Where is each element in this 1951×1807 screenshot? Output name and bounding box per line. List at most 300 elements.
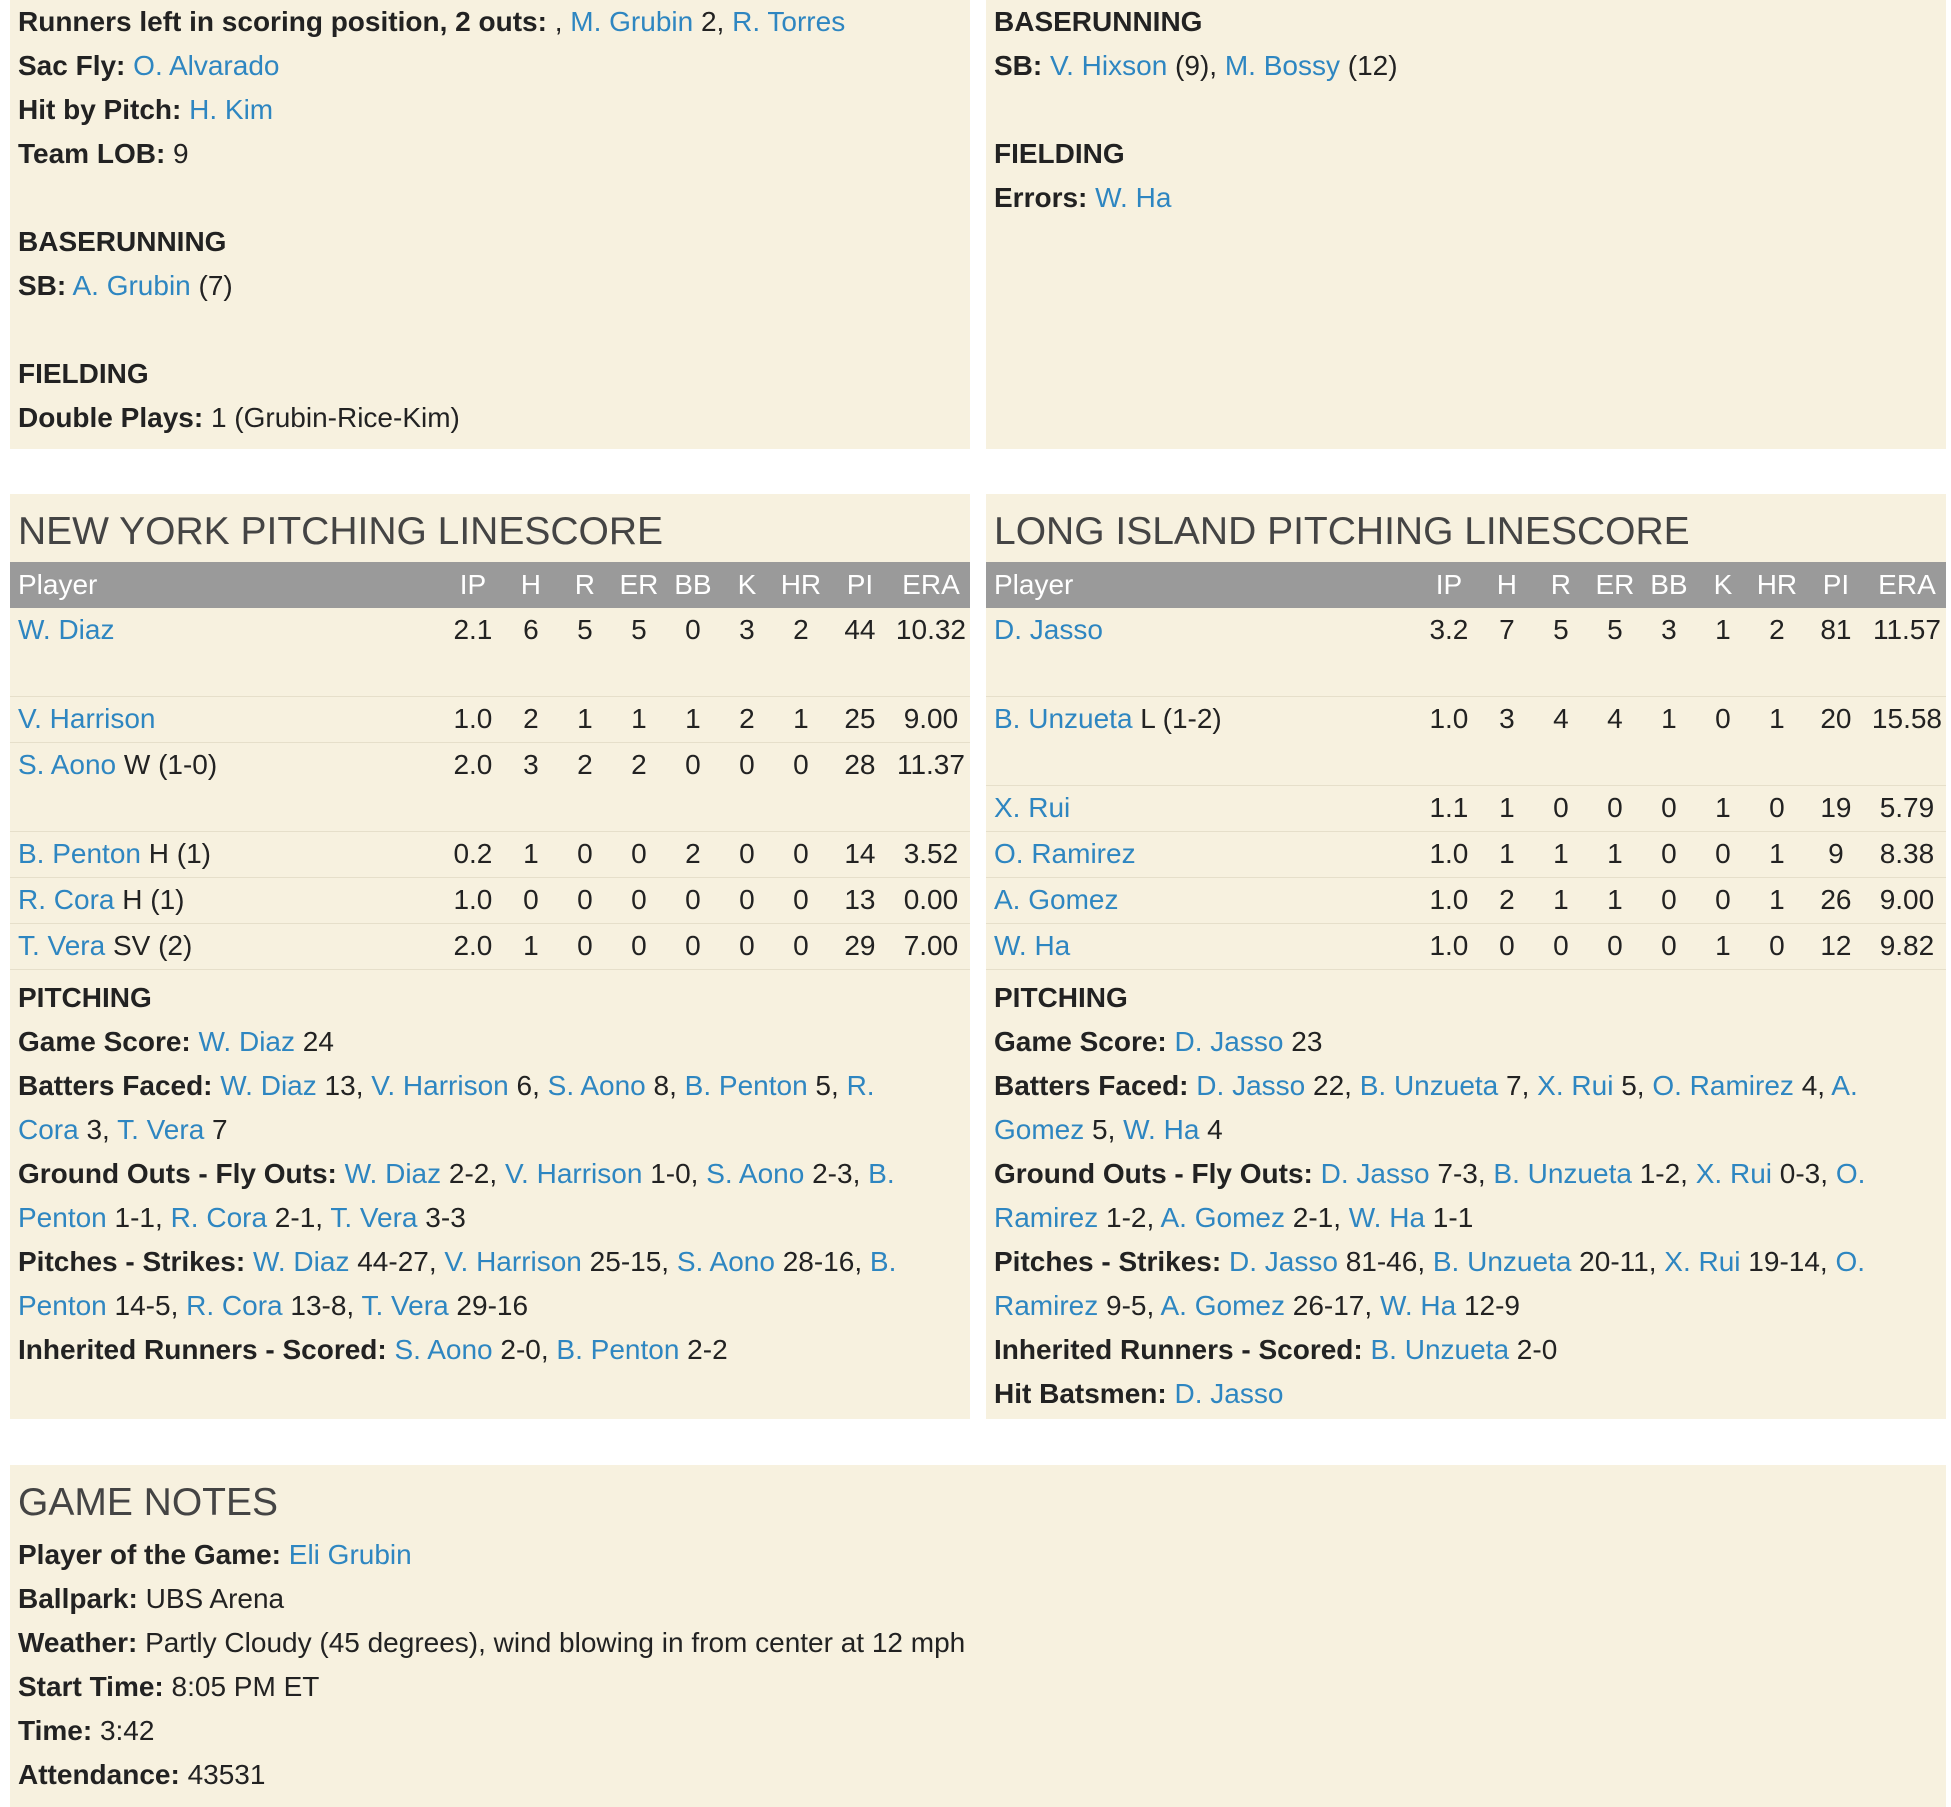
stat-value	[191, 1026, 199, 1057]
li-pitching-table	[986, 562, 1946, 970]
stat-cell-era: 11.37	[892, 743, 970, 832]
new-york-game-details-panel	[10, 0, 970, 449]
player-link[interactable]: R. Cora	[186, 1290, 283, 1321]
stat-value: 2-3,	[804, 1158, 869, 1189]
player-link[interactable]: B. Penton	[556, 1334, 680, 1365]
table-row	[986, 608, 1946, 697]
stat-label: SB:	[18, 270, 67, 301]
stat-cell-h: 2	[504, 697, 558, 743]
stat-cell-era: 3.52	[892, 832, 970, 878]
stat-label: Team LOB:	[18, 138, 166, 169]
column-header-er: ER	[612, 562, 666, 608]
column-header-bb: BB	[666, 562, 720, 608]
stat-cell-k: 3	[720, 608, 774, 697]
stat-value: 9	[165, 138, 189, 169]
stat-value: (12)	[1339, 50, 1398, 81]
stat-value: 7,	[1498, 1070, 1538, 1101]
stat-cell-era: 11.57	[1868, 608, 1946, 697]
stat-cell-bb: 0	[1642, 786, 1696, 832]
stat-cell-er: 0	[1588, 786, 1642, 832]
stat-cell-h: 1	[1480, 786, 1534, 832]
table-row	[986, 878, 1946, 924]
player-link[interactable]: R. Cora	[18, 884, 115, 915]
decision-note: H (1)	[140, 838, 211, 869]
stat-line-runners-left-in-scoring-position-2-outs	[18, 0, 962, 44]
stat-cell-er: 0	[612, 832, 666, 878]
table-row	[986, 832, 1946, 878]
table-row	[10, 697, 970, 743]
player-link[interactable]: V. Harrison	[18, 703, 156, 734]
player-cell	[10, 743, 442, 832]
stat-label: Game Score:	[994, 1026, 1167, 1057]
player-link[interactable]: R. Cora	[170, 1202, 268, 1233]
stat-cell-r: 5	[1534, 608, 1588, 697]
stat-cell-ip: 2.0	[442, 924, 504, 970]
player-link[interactable]: B. Unzueta	[1359, 1070, 1499, 1101]
stat-cell-bb: 0	[666, 924, 720, 970]
ny-pitching-title: NEW YORK PITCHING LINESCORE	[18, 510, 664, 553]
stat-cell-h: 3	[1480, 697, 1534, 786]
stat-line-weather	[18, 1621, 1938, 1665]
stat-line-hit-by-pitch	[18, 88, 962, 132]
player-link[interactable]: O. Ramirez	[994, 1246, 1866, 1321]
stat-value: 13,	[316, 1070, 372, 1101]
stat-value: 24	[295, 1026, 334, 1057]
player-cell	[986, 878, 1418, 924]
player-link[interactable]: S. Aono	[676, 1246, 775, 1277]
stat-cell-h: 0	[504, 878, 558, 924]
stat-cell-pi: 13	[828, 878, 892, 924]
player-cell	[10, 697, 442, 743]
stat-value: 4	[1199, 1114, 1223, 1145]
stat-value: 3:42	[92, 1715, 155, 1746]
player-link[interactable]: O. Ramirez	[994, 1158, 1866, 1233]
stat-line-team-lob	[18, 132, 962, 176]
column-header-h: H	[504, 562, 558, 608]
stat-value: 0-3,	[1772, 1158, 1836, 1189]
stat-label: Pitches - Strikes:	[18, 1246, 246, 1277]
player-cell	[986, 786, 1418, 832]
ny-fielding-heading: FIELDING	[18, 358, 149, 389]
stat-cell-hr: 0	[774, 924, 828, 970]
player-link[interactable]: X. Rui	[1695, 1158, 1772, 1189]
stat-value: 9-5,	[1098, 1290, 1161, 1321]
decision-note: H (1)	[114, 884, 185, 915]
stat-cell-hr: 0	[774, 743, 828, 832]
player-link[interactable]: T. Vera	[361, 1290, 449, 1321]
player-link[interactable]: A. Gomez	[1160, 1290, 1285, 1321]
stat-value: 14-5,	[106, 1290, 187, 1321]
stat-cell-hr: 0	[774, 878, 828, 924]
stat-line-ground-outs-fly-outs	[994, 1152, 1914, 1240]
stat-label: Weather:	[18, 1627, 138, 1658]
player-link[interactable]: A. Gomez	[994, 884, 1119, 915]
stat-cell-ip: 1.0	[1418, 878, 1480, 924]
stat-cell-ip: 1.0	[1418, 697, 1480, 786]
player-link[interactable]: S. Aono	[547, 1070, 646, 1101]
stat-cell-r: 1	[1534, 878, 1588, 924]
player-link[interactable]: X. Rui	[1664, 1246, 1741, 1277]
stat-line-pitches-strikes	[18, 1240, 938, 1328]
stat-cell-er: 1	[612, 697, 666, 743]
stat-cell-h: 1	[504, 924, 558, 970]
stat-value: 25-15,	[581, 1246, 677, 1277]
player-link[interactable]: D. Jasso	[1174, 1026, 1284, 1057]
stat-label: Sac Fly:	[18, 50, 126, 81]
player-link[interactable]: R. Torres	[732, 6, 846, 37]
stat-label: Attendance:	[18, 1759, 180, 1790]
stat-label: Time:	[18, 1715, 93, 1746]
stat-value: 8:05 PM ET	[163, 1671, 320, 1702]
player-link[interactable]: T. Vera	[330, 1202, 418, 1233]
stat-line-errors	[994, 176, 1938, 220]
stat-value: 2-1,	[267, 1202, 331, 1233]
player-link[interactable]: D. Jasso	[1320, 1158, 1430, 1189]
stat-label: Hit by Pitch:	[18, 94, 182, 125]
stat-value: 1-2,	[1631, 1158, 1696, 1189]
stat-cell-h: 0	[1480, 924, 1534, 970]
stat-cell-bb: 0	[666, 878, 720, 924]
player-link[interactable]: R. Cora	[18, 1070, 875, 1145]
player-link[interactable]: B. Penton	[18, 1246, 897, 1321]
stat-cell-bb: 3	[1642, 608, 1696, 697]
stat-line-inherited-runners-scored	[18, 1328, 938, 1372]
stat-value	[1042, 50, 1050, 81]
decision-note: L (1-2)	[1132, 703, 1222, 734]
ny-batting-details	[18, 0, 962, 176]
stat-cell-hr: 0	[774, 832, 828, 878]
stat-label: Batters Faced:	[994, 1070, 1189, 1101]
stat-cell-er: 5	[1588, 608, 1642, 697]
stat-value: 26-17,	[1284, 1290, 1380, 1321]
stat-value	[245, 1246, 253, 1277]
player-link[interactable]: M. Grubin	[570, 6, 694, 37]
stat-cell-r: 0	[558, 832, 612, 878]
stat-value: 7	[204, 1114, 228, 1145]
table-row	[986, 697, 1946, 786]
stat-cell-k: 0	[720, 924, 774, 970]
column-header-k: K	[1696, 562, 1750, 608]
stat-value: 20-11,	[1571, 1246, 1665, 1277]
stat-cell-era: 9.82	[1868, 924, 1946, 970]
stat-line-pitches-strikes	[994, 1240, 1914, 1328]
player-link[interactable]: A. Grubin	[72, 270, 191, 301]
stat-value: 2-0,	[492, 1334, 557, 1365]
stat-value: 5,	[1084, 1114, 1124, 1145]
long-island-game-details-panel	[986, 0, 1946, 449]
table-row	[10, 832, 970, 878]
table-row	[10, 743, 970, 832]
stat-label: Start Time:	[18, 1671, 164, 1702]
stat-cell-hr: 2	[1750, 608, 1804, 697]
player-link[interactable]: B. Penton	[18, 1158, 895, 1233]
stat-line-double-plays	[18, 396, 962, 440]
player-link[interactable]: O. Ramirez	[1652, 1070, 1794, 1101]
player-link[interactable]: D. Jasso	[1174, 1378, 1284, 1409]
player-cell	[986, 608, 1418, 697]
player-link[interactable]: T. Vera	[117, 1114, 205, 1145]
stat-line-ground-outs-fly-outs	[18, 1152, 938, 1240]
ny-pitching-table	[10, 562, 970, 970]
stat-label: Ballpark:	[18, 1583, 138, 1614]
column-header-k: K	[720, 562, 774, 608]
stat-cell-er: 4	[1588, 697, 1642, 786]
player-link[interactable]: W. Diaz	[252, 1246, 350, 1277]
player-link[interactable]: W. Diaz	[198, 1026, 295, 1057]
stat-value: 28-16,	[774, 1246, 870, 1277]
stat-cell-era: 0.00	[892, 878, 970, 924]
player-link[interactable]: B. Penton	[18, 838, 141, 869]
stat-value: 8,	[645, 1070, 685, 1101]
stat-line-attendance	[18, 1753, 1938, 1797]
column-header-pi: PI	[828, 562, 892, 608]
column-header-h: H	[1480, 562, 1534, 608]
stat-label: Batters Faced:	[18, 1070, 213, 1101]
stat-line-inherited-runners-scored	[994, 1328, 1914, 1372]
stat-cell-h: 6	[504, 608, 558, 697]
player-cell	[10, 832, 442, 878]
stat-value: 19-14,	[1740, 1246, 1836, 1277]
stat-line-time	[18, 1709, 1938, 1753]
player-link[interactable]: H. Kim	[189, 94, 274, 125]
stat-line-batters-faced	[18, 1064, 938, 1152]
stat-cell-r: 5	[558, 608, 612, 697]
stat-cell-pi: 28	[828, 743, 892, 832]
stat-cell-k: 0	[720, 743, 774, 832]
game-notes-lines	[18, 1533, 1938, 1797]
stat-cell-r: 0	[558, 924, 612, 970]
game-notes-title: GAME NOTES	[18, 1481, 279, 1524]
column-header-pi: PI	[1804, 562, 1868, 608]
stat-cell-er: 1	[1588, 878, 1642, 924]
player-link[interactable]: B. Unzueta	[1370, 1334, 1510, 1365]
stat-label: Inherited Runners - Scored:	[994, 1334, 1363, 1365]
stat-label: Player of the Game:	[18, 1539, 281, 1570]
player-link[interactable]: D. Jasso	[994, 614, 1103, 645]
decision-note: SV (2)	[105, 930, 193, 961]
stat-cell-k: 1	[1696, 786, 1750, 832]
ny-pitching-details	[18, 1020, 962, 1372]
stat-cell-hr: 0	[1750, 924, 1804, 970]
stat-cell-k: 0	[720, 878, 774, 924]
stat-line-game-score	[18, 1020, 938, 1064]
player-link[interactable]: T. Vera	[18, 930, 106, 961]
player-link[interactable]: B. Unzueta	[1432, 1246, 1572, 1277]
stat-value: 12-9	[1456, 1290, 1520, 1321]
stat-cell-hr: 1	[774, 697, 828, 743]
player-link[interactable]: D. Jasso	[1228, 1246, 1338, 1277]
li-baserunning-heading: BASERUNNING	[994, 6, 1203, 37]
stat-cell-era: 9.00	[892, 697, 970, 743]
stat-label: Game Score:	[18, 1026, 191, 1057]
stat-cell-ip: 2.0	[442, 743, 504, 832]
stat-cell-ip: 1.0	[442, 878, 504, 924]
stat-cell-hr: 1	[1750, 878, 1804, 924]
stat-line-sac-fly	[18, 44, 962, 88]
stat-value: 23	[1283, 1026, 1323, 1057]
stat-value	[1221, 1246, 1229, 1277]
stat-cell-k: 0	[1696, 832, 1750, 878]
player-link[interactable]: X. Rui	[994, 792, 1071, 823]
stat-line-ballpark	[18, 1577, 1938, 1621]
stat-cell-pi: 29	[828, 924, 892, 970]
stat-cell-h: 1	[1480, 832, 1534, 878]
player-link[interactable]: W. Ha	[1095, 182, 1172, 213]
stat-cell-bb: 0	[666, 608, 720, 697]
player-link[interactable]: B. Unzueta	[994, 703, 1133, 734]
player-link[interactable]: S. Aono	[394, 1334, 493, 1365]
stat-cell-ip: 1.1	[1418, 786, 1480, 832]
stat-cell-bb: 2	[666, 832, 720, 878]
stat-label: Ground Outs - Fly Outs:	[18, 1158, 337, 1189]
column-header-player: Player	[986, 562, 1418, 608]
player-link[interactable]: O. Ramirez	[994, 838, 1136, 869]
li-pitching-title: LONG ISLAND PITCHING LINESCORE	[994, 510, 1690, 553]
stat-cell-pi: 25	[828, 697, 892, 743]
player-link[interactable]: M. Bossy	[1224, 50, 1340, 81]
stat-cell-pi: 26	[1804, 878, 1868, 924]
stat-cell-r: 0	[558, 878, 612, 924]
stat-cell-ip: 1.0	[1418, 832, 1480, 878]
column-header-ip: IP	[1418, 562, 1480, 608]
table-row	[10, 924, 970, 970]
stat-cell-bb: 0	[1642, 878, 1696, 924]
stat-cell-r: 1	[558, 697, 612, 743]
stat-cell-era: 5.79	[1868, 786, 1946, 832]
player-link[interactable]: S. Aono	[18, 749, 117, 780]
stat-label: Errors:	[994, 182, 1088, 213]
stat-cell-k: 0	[1696, 697, 1750, 786]
stat-value	[337, 1158, 345, 1189]
player-link[interactable]: A. Gomez	[1160, 1202, 1285, 1233]
stat-value: 2-2	[679, 1334, 728, 1365]
stat-cell-r: 0	[1534, 786, 1588, 832]
stat-value: (7)	[190, 270, 233, 301]
stat-cell-bb: 1	[666, 697, 720, 743]
stat-value: 43531	[179, 1759, 266, 1790]
player-link[interactable]: V. Hixson	[1050, 50, 1168, 81]
player-link[interactable]: D. Jasso	[1196, 1070, 1306, 1101]
player-link[interactable]: W. Ha	[1379, 1290, 1457, 1321]
li-fielding-heading: FIELDING	[994, 138, 1125, 169]
stat-label: Hit Batsmen:	[994, 1378, 1167, 1409]
stat-cell-hr: 2	[774, 608, 828, 697]
stat-cell-era: 10.32	[892, 608, 970, 697]
stat-value: 5,	[807, 1070, 847, 1101]
player-cell	[986, 697, 1418, 786]
long-island-pitching-panel	[986, 494, 1946, 1419]
table-row	[10, 608, 970, 697]
stat-cell-pi: 44	[828, 608, 892, 697]
stat-value: 1-2,	[1098, 1202, 1161, 1233]
stat-cell-k: 2	[720, 697, 774, 743]
stat-line-player-of-the-game	[18, 1533, 1938, 1577]
ny-baserunning	[18, 264, 962, 308]
player-link[interactable]: B. Penton	[684, 1070, 808, 1101]
stat-cell-er: 0	[612, 924, 666, 970]
ny-fielding	[18, 396, 962, 440]
stat-value: 1-1,	[106, 1202, 171, 1233]
player-cell	[986, 924, 1418, 970]
player-cell	[10, 608, 442, 697]
player-link[interactable]: S. Aono	[706, 1158, 805, 1189]
new-york-pitching-panel	[10, 494, 970, 1419]
stat-line-game-score	[994, 1020, 1914, 1064]
stat-cell-er: 2	[612, 743, 666, 832]
stat-cell-bb: 0	[1642, 832, 1696, 878]
stat-cell-er: 1	[1588, 832, 1642, 878]
stat-line-sb	[18, 264, 962, 308]
player-link[interactable]: W. Diaz	[344, 1158, 442, 1189]
stat-cell-r: 1	[1534, 832, 1588, 878]
stat-cell-pi: 81	[1804, 608, 1868, 697]
stat-value: (9),	[1167, 50, 1225, 81]
player-cell	[10, 924, 442, 970]
stat-line-sb	[994, 44, 1938, 88]
stat-cell-pi: 12	[1804, 924, 1868, 970]
stat-cell-k: 0	[720, 832, 774, 878]
player-link[interactable]: W. Ha	[1123, 1114, 1200, 1145]
player-link[interactable]: W. Ha	[1348, 1202, 1426, 1233]
stat-value: 29-16	[448, 1290, 529, 1321]
li-baserunning	[994, 44, 1938, 88]
player-link[interactable]: A. Gomez	[994, 1070, 1858, 1145]
column-header-ip: IP	[442, 562, 504, 608]
stat-cell-h: 2	[1480, 878, 1534, 924]
table-row	[986, 786, 1946, 832]
column-header-bb: BB	[1642, 562, 1696, 608]
stat-cell-r: 0	[1534, 924, 1588, 970]
player-link[interactable]: V. Harrison	[504, 1158, 643, 1189]
stat-cell-h: 1	[504, 832, 558, 878]
player-link[interactable]: W. Diaz	[220, 1070, 317, 1101]
player-cell	[10, 878, 442, 924]
stat-cell-ip: 1.0	[442, 697, 504, 743]
stat-value	[1363, 1334, 1371, 1365]
li-table-header	[986, 562, 1946, 608]
stat-value: 2,	[693, 6, 733, 37]
stat-cell-er: 0	[612, 878, 666, 924]
stat-value	[1313, 1158, 1321, 1189]
stat-value	[125, 50, 133, 81]
stat-cell-ip: 3.2	[1418, 608, 1480, 697]
ny-pitching-heading: PITCHING	[18, 982, 152, 1013]
stat-line-hit-batsmen	[994, 1372, 1914, 1416]
player-link[interactable]: W. Diaz	[18, 614, 115, 645]
player-link[interactable]: X. Rui	[1537, 1070, 1614, 1101]
column-header-era: ERA	[1868, 562, 1946, 608]
player-link[interactable]: V. Harrison	[444, 1246, 582, 1277]
stat-value: 13-8,	[282, 1290, 362, 1321]
player-link[interactable]: W. Ha	[994, 930, 1071, 961]
stat-cell-era: 7.00	[892, 924, 970, 970]
player-link[interactable]: Eli Grubin	[288, 1539, 412, 1570]
stat-value: 2-0	[1509, 1334, 1558, 1365]
player-link[interactable]: O. Alvarado	[133, 50, 280, 81]
stat-cell-k: 0	[1696, 878, 1750, 924]
player-link[interactable]: V. Harrison	[371, 1070, 509, 1101]
column-header-hr: HR	[1750, 562, 1804, 608]
stat-cell-bb: 1	[1642, 697, 1696, 786]
stat-cell-pi: 20	[1804, 697, 1868, 786]
li-pitching-heading: PITCHING	[994, 982, 1128, 1013]
stat-cell-pi: 19	[1804, 786, 1868, 832]
stat-line-batters-faced	[994, 1064, 1914, 1152]
stat-cell-era: 15.58	[1868, 697, 1946, 786]
stat-cell-hr: 1	[1750, 697, 1804, 786]
stat-value: 1-0,	[642, 1158, 707, 1189]
player-link[interactable]: B. Unzueta	[1493, 1158, 1632, 1189]
